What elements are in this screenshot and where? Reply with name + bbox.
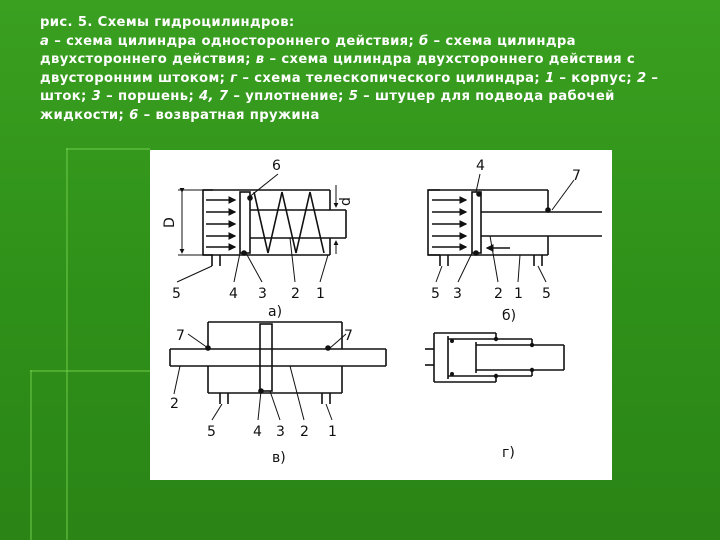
label-b-5b: 5 (542, 286, 551, 302)
label-v-2-rod: 2 (170, 396, 179, 412)
caption-text-6: – возвратная пружина (138, 107, 320, 123)
diagram-b (428, 174, 602, 282)
label-v-5: 5 (207, 424, 216, 440)
caption-text-a: – схема цилиндра одностороннего действия; (49, 33, 420, 49)
caption-num-2: 2 (636, 70, 647, 86)
label-v-7-left: 7 (176, 328, 185, 344)
caption-num-3: 3 (91, 89, 102, 104)
label-b-7: 7 (572, 168, 581, 184)
label-a-6: 6 (272, 158, 281, 174)
label-b-2: 2 (494, 286, 503, 302)
label-v-3: 3 (276, 424, 285, 440)
background-line (66, 148, 68, 540)
label-a-3: 3 (258, 286, 267, 302)
caption-letter-b: б (419, 33, 429, 49)
caption-num-5: 5 (348, 89, 359, 104)
caption-text-3: – поршень; (101, 89, 200, 104)
diagram-a (177, 174, 346, 282)
label-b-5a: 5 (431, 286, 440, 302)
caption-num-1: 1 (544, 70, 555, 86)
caption-text-b: – схема цилиндра двухстороннего действия; (40, 33, 576, 67)
caption-num-6: 6 (129, 107, 139, 123)
sub-b: б) (502, 308, 517, 324)
caption-letter-v: в (255, 52, 265, 67)
hydraulic-cylinders-figure (150, 150, 612, 480)
label-a-1: 1 (316, 286, 325, 302)
caption-text-5: – штуцер для подвода рабочей жидкости; (40, 89, 615, 123)
label-b-1: 1 (514, 286, 523, 302)
label-a-d: d (338, 197, 354, 206)
sub-v: в) (272, 450, 286, 466)
label-b-3: 3 (453, 286, 462, 302)
sub-g: г) (502, 445, 515, 461)
label-a-2: 2 (291, 286, 300, 302)
background-line (30, 370, 150, 372)
label-a-5: 5 (172, 286, 181, 302)
caption-letter-g: г (230, 70, 238, 86)
figure-drawing (150, 150, 612, 480)
caption-text-1: – корпус; (554, 70, 637, 86)
caption-num-4-7: 4, 7 (199, 89, 229, 104)
background-line (66, 148, 150, 150)
caption-title: рис. 5. Схемы гидроцилиндров: (40, 15, 295, 30)
label-v-4: 4 (253, 424, 262, 440)
label-v-1: 1 (328, 424, 337, 440)
sub-a: а) (268, 304, 283, 320)
caption-text-v: – схема цилиндра двухстороннего действия с двусторонним штоком; (40, 52, 636, 86)
label-a-4: 4 (229, 286, 238, 302)
caption-text-2: – шток; (40, 70, 659, 104)
label-v-2: 2 (300, 424, 309, 440)
caption-letter-a: а (40, 33, 50, 49)
figure-caption (40, 14, 680, 125)
diagram-v (170, 322, 386, 420)
caption-text-g: – схема телескопического цилиндра; (237, 70, 545, 86)
label-a-D: D (162, 217, 178, 228)
label-v-7-right: 7 (344, 328, 353, 344)
label-b-4: 4 (476, 158, 485, 174)
background-line (30, 370, 32, 540)
caption-text-4-7: – уплотнение; (228, 89, 349, 104)
